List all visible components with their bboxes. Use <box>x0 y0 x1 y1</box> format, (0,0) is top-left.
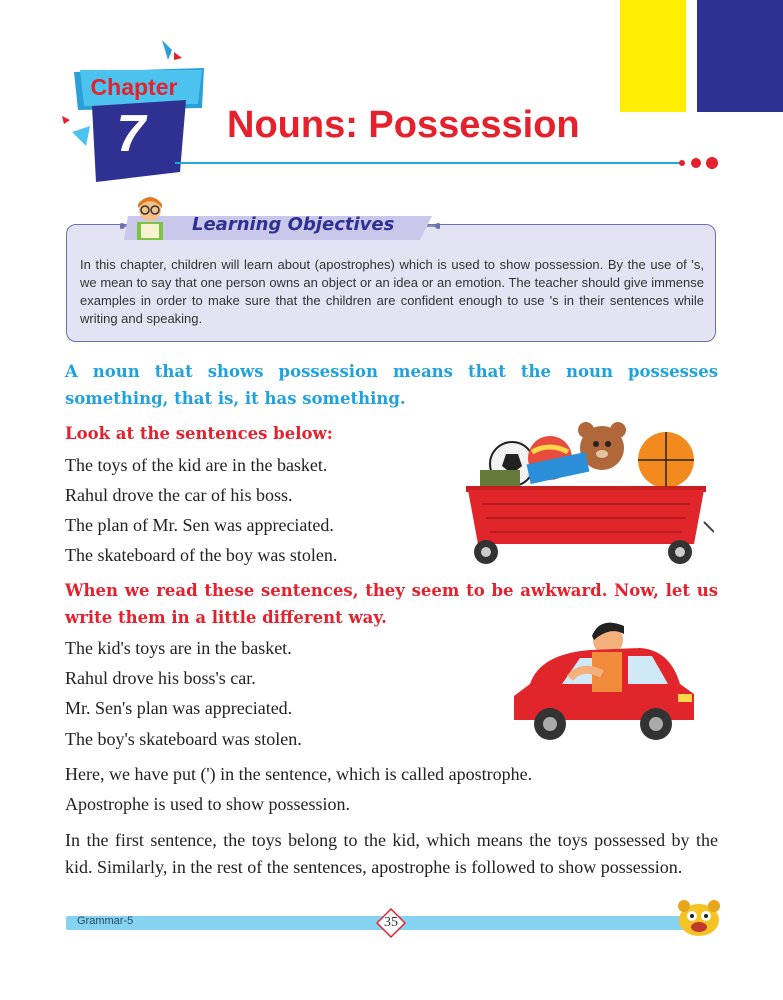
sentence-a-2: Rahul drove the car of his boss. <box>65 485 293 505</box>
sentence-b-4: The boy's skateboard was stolen. <box>65 729 302 749</box>
intro-definition: A noun that shows possession means that the noun possesses something, that is, it has something. <box>65 362 718 408</box>
learning-objectives-heading: Learning Objectives <box>192 214 395 235</box>
learning-objectives-text: In this chapter, children will learn about (apostrophes) which is used to show possession. By the use of 's, we mean to say that one person owns an object or an idea or an emotion. The teacher should give immense examples in order to make sure that the children are confident enough to use 's in their sentences while writing and speaking. <box>80 257 704 326</box>
sentence-a-4: The skateboard of the boy was stolen. <box>65 545 338 565</box>
title-underline <box>175 162 685 164</box>
sentence-b-1: The kid's toys are in the basket. <box>65 638 292 658</box>
sentence-a-3: The plan of Mr. Sen was appreciated. <box>65 515 334 535</box>
decor-blue-bar <box>697 0 783 112</box>
decor-yellow-bar <box>620 0 686 112</box>
red-car-illustration <box>510 614 696 748</box>
chapter-label: Chapter <box>90 74 178 100</box>
reading-kid-icon <box>128 196 172 242</box>
chapter-number: 7 <box>116 105 146 163</box>
sentence-b-3: Mr. Sen's plan was appreciated. <box>65 698 293 718</box>
sentence-b-2: Rahul drove his boss's car. <box>65 668 256 688</box>
look-heading: Look at the sentences below: <box>65 424 333 443</box>
explanation-2: Apostrophe is used to show possession. <box>65 794 351 814</box>
mascot-icon <box>676 896 722 938</box>
page-number: 35 <box>384 915 398 930</box>
footer-book-label: Grammar-5 <box>77 915 134 927</box>
explanation-3: In the first sentence, the toys belong to the kid, which means the toys possessed by the kid. Similarly, in the rest of the sentences, apostrophe is followed to show possession. <box>65 830 718 877</box>
toy-wagon-illustration <box>462 412 714 568</box>
title-dots-icon <box>676 155 720 171</box>
sentence-a-1: The toys of the kid are in the basket. <box>65 455 328 475</box>
rewrite-heading: When we read these sentences, they seem to be awkward. Now, let us write them in a little different way. <box>65 581 718 627</box>
explanation-1: Here, we have put (') in the sentence, which is called apostrophe. <box>65 764 533 784</box>
page-title: Nouns: Possession <box>227 104 580 146</box>
